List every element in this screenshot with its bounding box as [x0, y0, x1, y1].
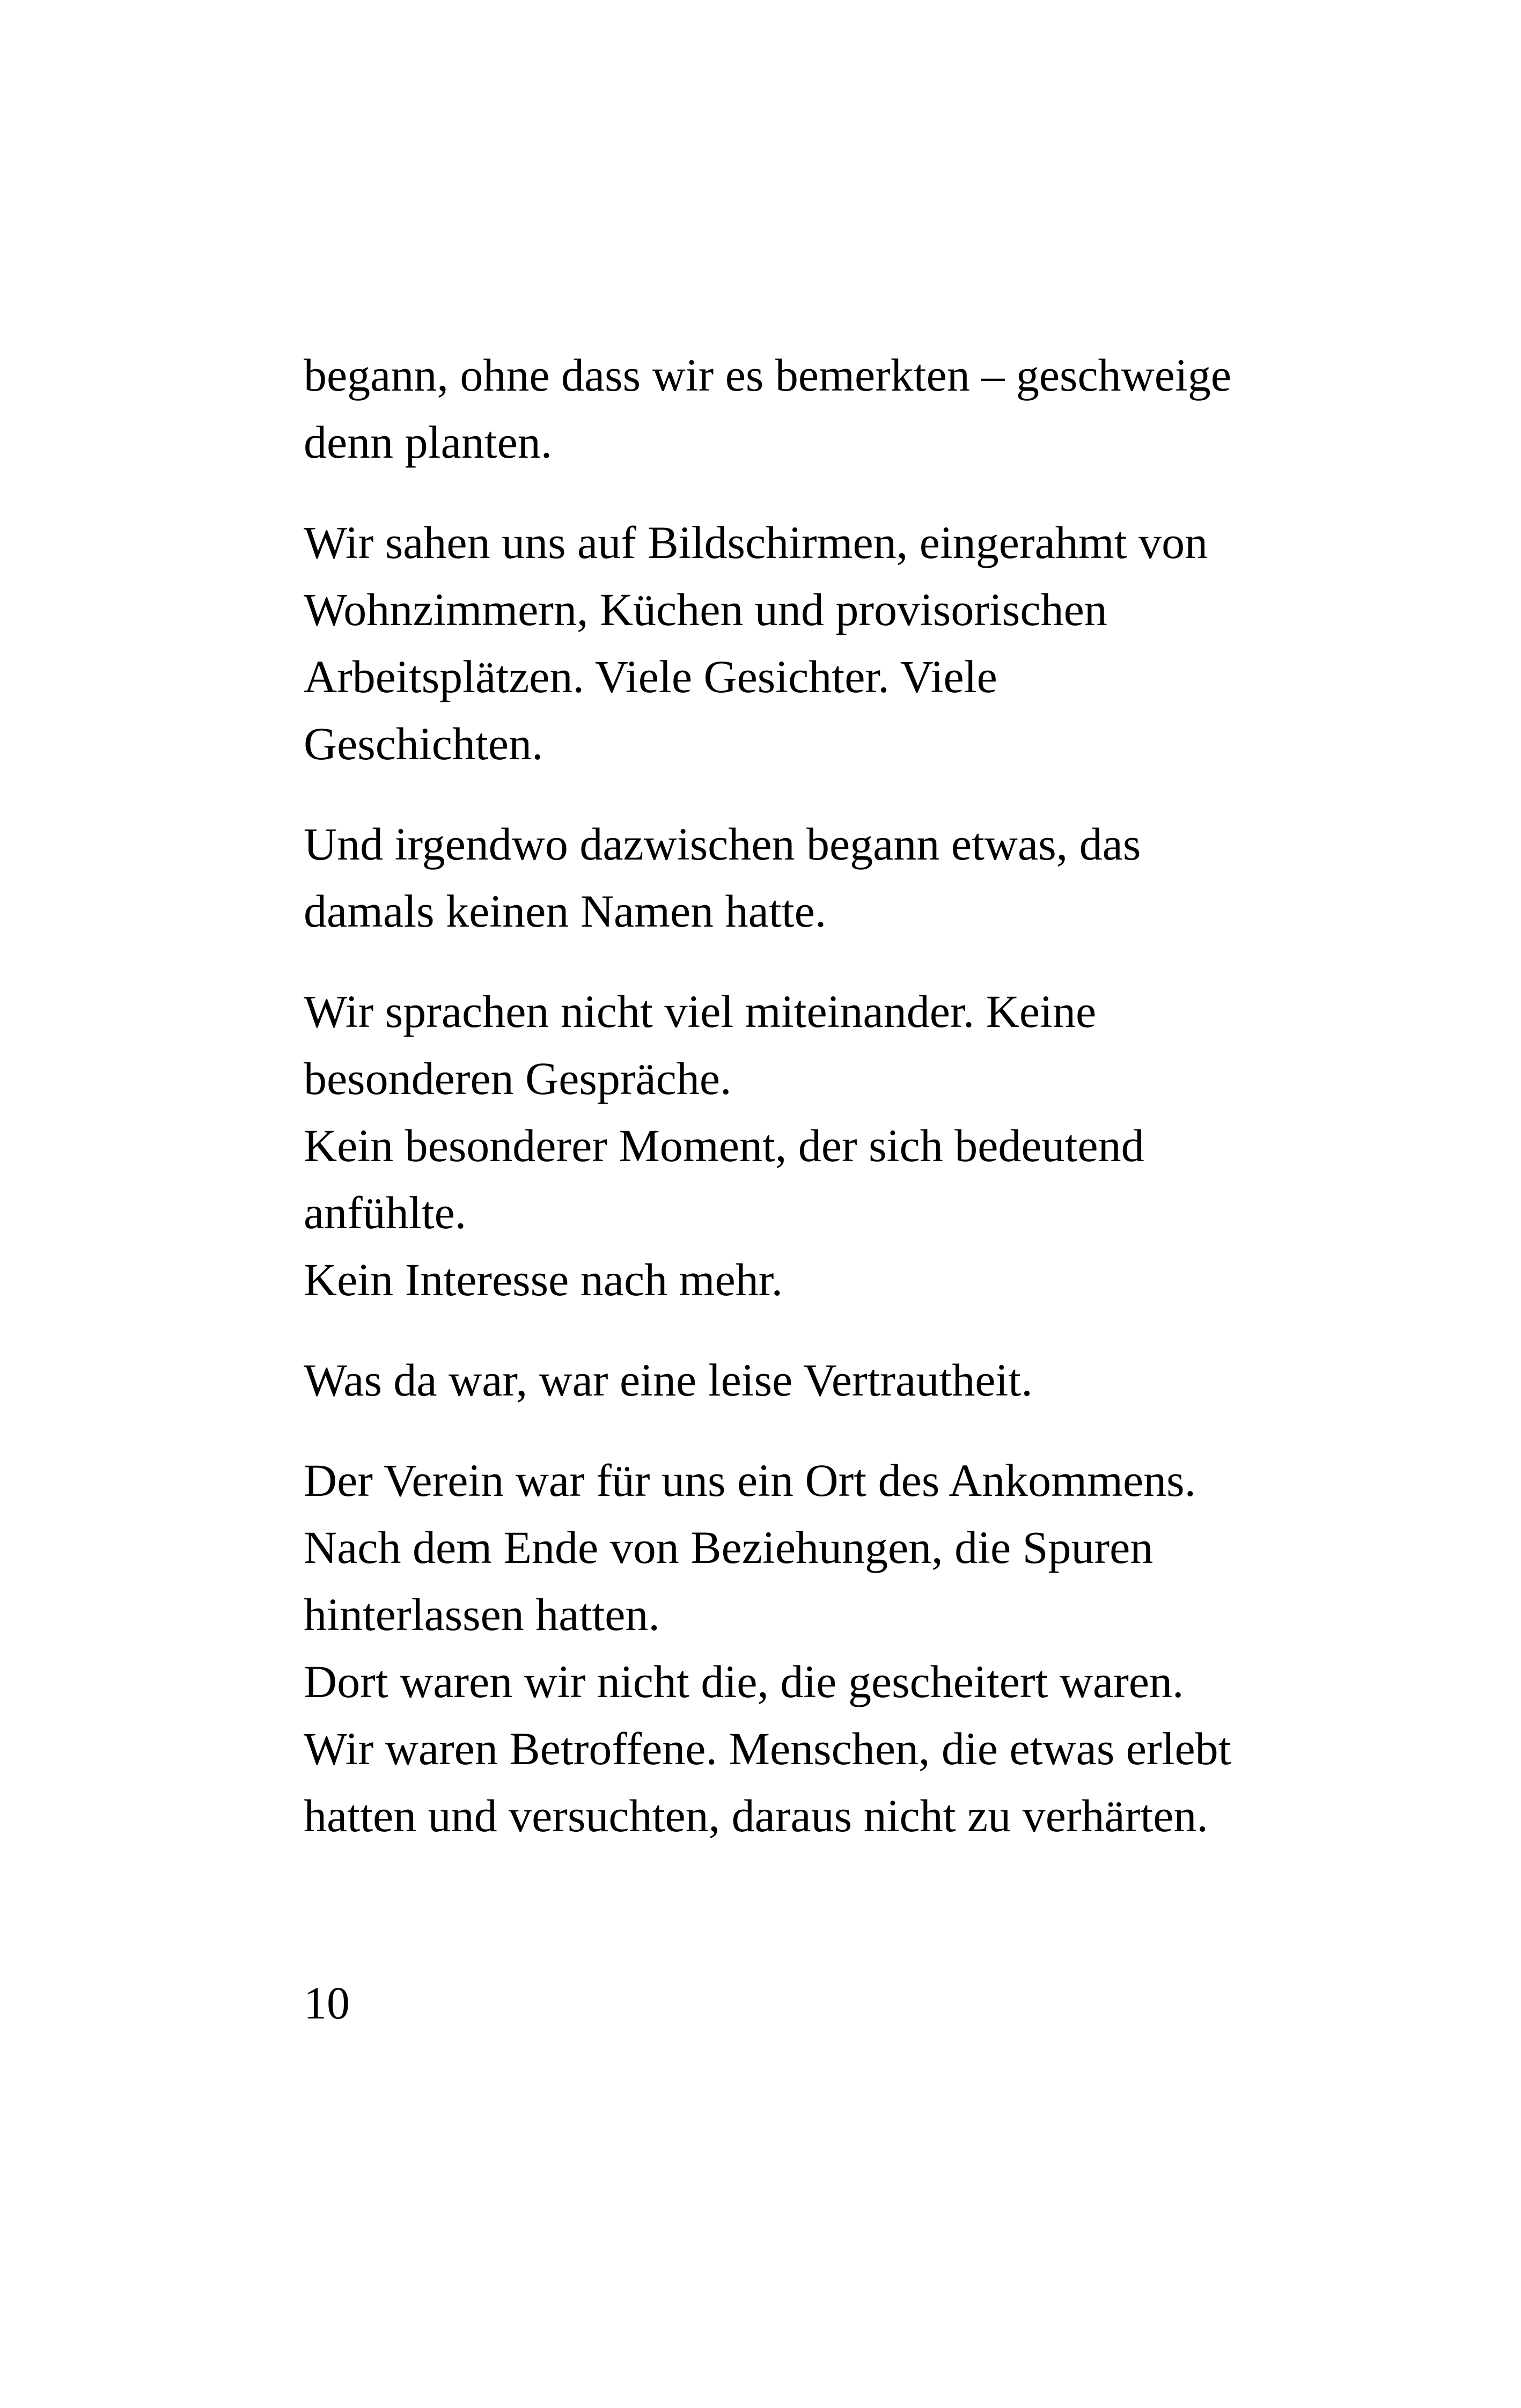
text-line: Und irgendwo dazwischen begann etwas, das	[304, 818, 1141, 870]
text-line: besonderen Gespräche.	[304, 1053, 732, 1104]
text-line: hinterlassen hatten.	[304, 1589, 660, 1640]
text-line: Wohnzimmern, Küchen und provisorischen	[304, 584, 1107, 635]
text-line: hatten und versuchten, daraus nicht zu verhärten.	[304, 1790, 1208, 1841]
text-line: Kein besonderer Moment, der sich bedeutend	[304, 1120, 1144, 1171]
text-line: Arbeitsplätzen. Viele Gesichter. Viele	[304, 651, 997, 702]
text-line: Was da war, war eine leise Vertrautheit.	[304, 1354, 1033, 1406]
text-line: Der Verein war für uns ein Ort des Ankommens.	[304, 1455, 1196, 1506]
text-line: Wir waren Betroffene. Menschen, die etwas erlebt	[304, 1723, 1231, 1774]
text-line: anfühlte.	[304, 1187, 467, 1238]
text-line: Dort waren wir nicht die, die gescheitert waren.	[304, 1656, 1184, 1707]
text-line: begann, ohne dass wir es bemerkten – geschweige	[304, 349, 1231, 401]
text-line: Nach dem Ende von Beziehungen, die Spuren	[304, 1522, 1153, 1573]
text-line: damals keinen Namen hatte.	[304, 885, 827, 937]
text-line: denn planten.	[304, 416, 553, 468]
page-number: 10	[304, 1977, 350, 2029]
text-line: Geschichten.	[304, 718, 543, 769]
text-line: Kein Interesse nach mehr.	[304, 1254, 783, 1305]
text-line: Wir sprachen nicht viel miteinander. Keine	[304, 986, 1097, 1037]
text-line: Wir sahen uns auf Bildschirmen, eingerahmt von	[304, 517, 1208, 568]
